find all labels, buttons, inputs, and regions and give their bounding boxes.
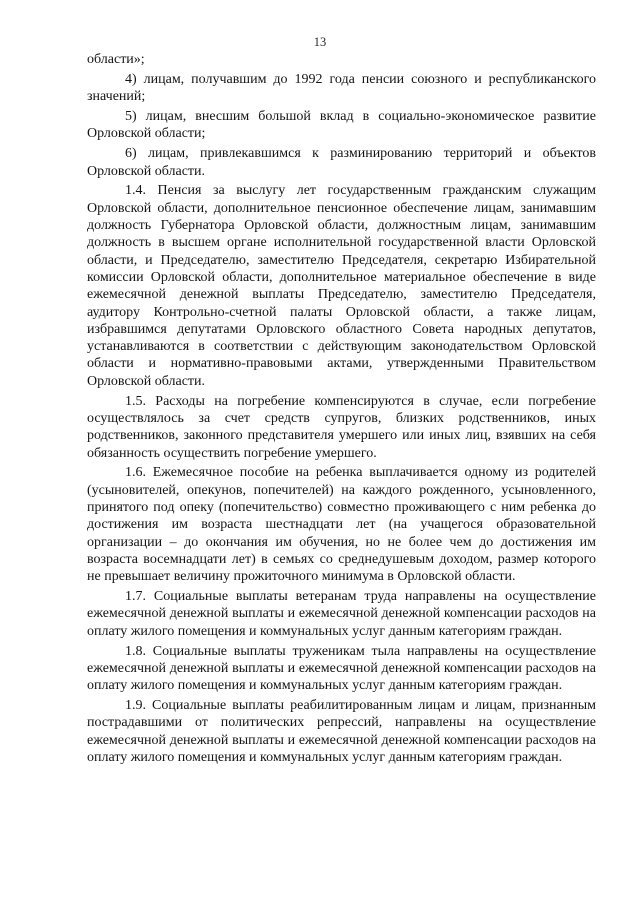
list-item-6: 6) лицам, привлекавшимся к разминированию территорий и объектов Орловской области. xyxy=(87,146,596,179)
paragraph-1-6: 1.6. Ежемесячное пособие на ребенка выплачивается одному из родителей (усыновителей, опекунов, попечителей) на каждого рожденного, усыновленного, принятого под опеку (попечительство) совместно проживающего с ним ребенка до достижения им возраста шестнадцати лет (на учащегося образовательной организации – до окончания им обучения, но не более чем до достижения им возраста восемнадцати лет) в семьях со среднедушевым доходом, размер которого не превышает величину прожиточного минимума в Орловской области. xyxy=(87,465,596,585)
document-body xyxy=(87,51,596,769)
paragraph-1-8: 1.8. Социальные выплаты труженикам тыла направлены на осуществление ежемесячной денежной выплаты и ежемесячной денежной компенсации расходов на оплату жилого помещения и коммунальных услуг данным категориям граждан. xyxy=(87,643,596,694)
paragraph-1-7: 1.7. Социальные выплаты ветеранам труда направлены на осуществление ежемесячной денежной выплаты и ежемесячной денежной компенсации расходов на оплату жилого помещения и коммунальных услуг данным категориям граждан. xyxy=(87,589,596,639)
paragraph-1-5: 1.5. Расходы на погребение компенсируются в случае, если погребение осуществлялось за счет средств супругов, близких родственников, иных родственников, законного представителя умершего или иных лиц, взявших на себя обязанность осуществить погребение умершего. xyxy=(87,393,596,461)
paragraph-continuation: области»; xyxy=(87,52,145,67)
list-item-4: 4) лицам, получавшим до 1992 года пенсии союзного и республиканского значений; xyxy=(87,71,596,105)
paragraph-1-9: 1.9. Социальные выплаты реабилитированным лицам и лицам, признанным пострадавшими от политических репрессий, направлены на осуществление ежемесячной денежной выплаты и ежемесячной денежной компенсации расходов на оплату жилого помещения и коммунальных услуг данным категориям граждан. xyxy=(87,698,596,765)
paragraph-1-4: 1.4. Пенсия за выслугу лет государственным гражданским служащим Орловской области, дополнительное пенсионное обеспечение лицам, занимавшим должность Губернатора Орловской области, должностным лицам, занимавшим должность в высшем органе исполнительной государственной власти Орловской области, и Председателю, заместителю Председателя, секретарю Избирательной комиссии Орловской области, дополнительное материальное обеспечение в виде ежемесячной денежной выплаты Председателю, заместителю Председателя, аудитору Контрольно-счетной палаты Орловской области, а также лицам, избравшимся депутатами Орловского областного Совета народных депутатов, устанавливаются в соответствии с действующим законодательством Орловской области и нормативно-правовыми актами, утвержденными Правительством Орловской области. xyxy=(87,183,596,389)
list-item-5: 5) лицам, внесшим большой вклад в социально-экономическое развитие Орловской области; xyxy=(87,109,596,142)
page-number: 13 xyxy=(313,35,327,49)
